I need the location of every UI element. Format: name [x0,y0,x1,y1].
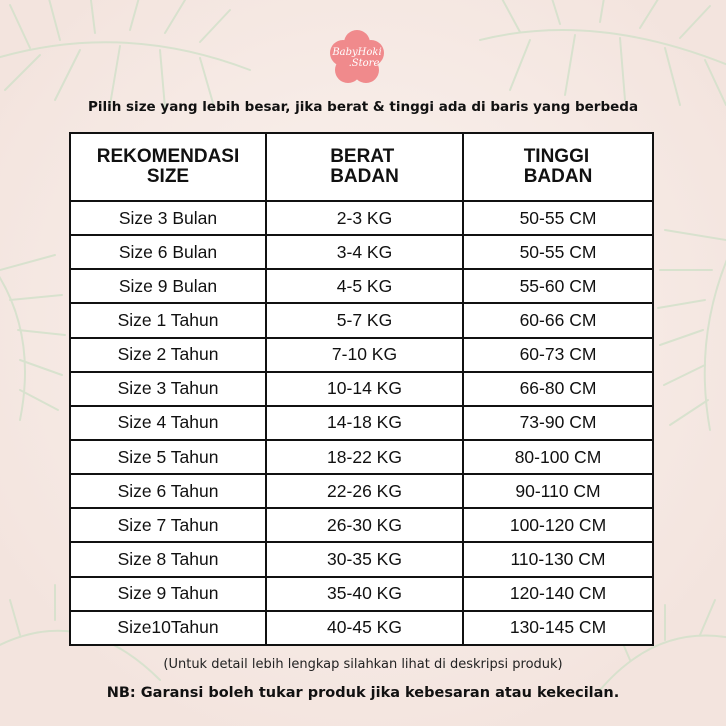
weight-cell: 7-10 KG [267,339,464,373]
table-header-row [71,134,652,202]
size-cell: Size 9 Bulan [71,270,267,304]
height-cell: 90-110 CM [464,475,652,509]
size-cell: Size 6 Bulan [71,236,267,270]
table-row [71,202,652,236]
header-line-1: BERAT [330,146,395,167]
size-cell: Size 4 Tahun [71,407,267,441]
weight-cell: 4-5 KG [267,270,464,304]
table-row [71,270,652,304]
height-cell: 73-90 CM [464,407,652,441]
weight-cell: 10-14 KG [267,373,464,407]
table-row [71,543,652,577]
table-row [71,304,652,338]
table-row [71,373,652,407]
header-line-2: BADAN [523,166,593,187]
header-line-2: BADAN [330,166,399,187]
weight-cell: 26-30 KG [267,509,464,543]
header-line-1: REKOMENDASI [96,146,240,167]
detail-note: (Untuk detail lebih lengkap silahkan lihat di deskripsi produk) [163,657,563,672]
height-cell: 80-100 CM [464,441,652,475]
table-row [71,441,652,475]
size-cell: Size 9 Tahun [71,578,267,612]
size-cell: Size 3 Tahun [71,373,267,407]
weight-cell: 14-18 KG [267,407,464,441]
size-cell: Size 7 Tahun [71,509,267,543]
size-cell: Size10Tahun [71,612,267,644]
header-line-2: SIZE [146,166,190,187]
logo-wordmark [319,30,395,86]
height-cell: 60-73 CM [464,339,652,373]
height-cell: 66-80 CM [464,373,652,407]
weight-cell: 30-35 KG [267,543,464,577]
weight-cell: 40-45 KG [267,612,464,644]
table-row [71,236,652,270]
table-row [71,509,652,543]
table-row [71,475,652,509]
weight-cell: 18-22 KG [267,441,464,475]
size-cell: Size 6 Tahun [71,475,267,509]
table-row [71,407,652,441]
height-cell: 130-145 CM [509,617,607,638]
table-row [71,339,652,373]
weight-cell: 2-3 KG [267,202,464,236]
size-cell: Size 5 Tahun [71,441,267,475]
weight-cell: 22-26 KG [267,475,464,509]
header-line-1: TINGGI [523,146,590,167]
weight-cell: 35-40 KG [267,578,464,612]
height-cell: 100-120 CM [464,509,652,543]
size-cell: Size 1 Tahun [71,304,267,338]
size-cell: Size 3 Bulan [71,202,267,236]
headline: Pilih size yang lebih besar, jika berat & tinggi ada di baris yang berbeda [87,99,639,115]
guarantee-note: NB: Garansi boleh tukar produk jika kebesaran atau kekecilan. [106,685,620,701]
size-cell: Size 8 Tahun [71,543,267,577]
weight-cell: 3-4 KG [267,236,464,270]
logo-line-1: BabyHoki [332,47,382,58]
store-logo [319,30,395,86]
header-recommended-size [71,134,267,202]
height-cell: 50-55 CM [464,236,652,270]
height-cell: 50-55 CM [464,202,652,236]
size-cell: Size 2 Tahun [71,339,267,373]
height-cell: 110-130 CM [464,543,652,577]
height-cell: 60-66 CM [464,304,652,338]
height-cell: 55-60 CM [464,270,652,304]
height-cell: 120-140 CM [464,578,652,612]
logo-line-2: .Store [348,58,380,69]
table-row [71,578,652,612]
header-body-weight [267,134,464,202]
header-body-height [464,134,652,202]
weight-cell: 5-7 KG [267,304,464,338]
size-chart-table [69,132,654,646]
table-row [71,612,652,644]
